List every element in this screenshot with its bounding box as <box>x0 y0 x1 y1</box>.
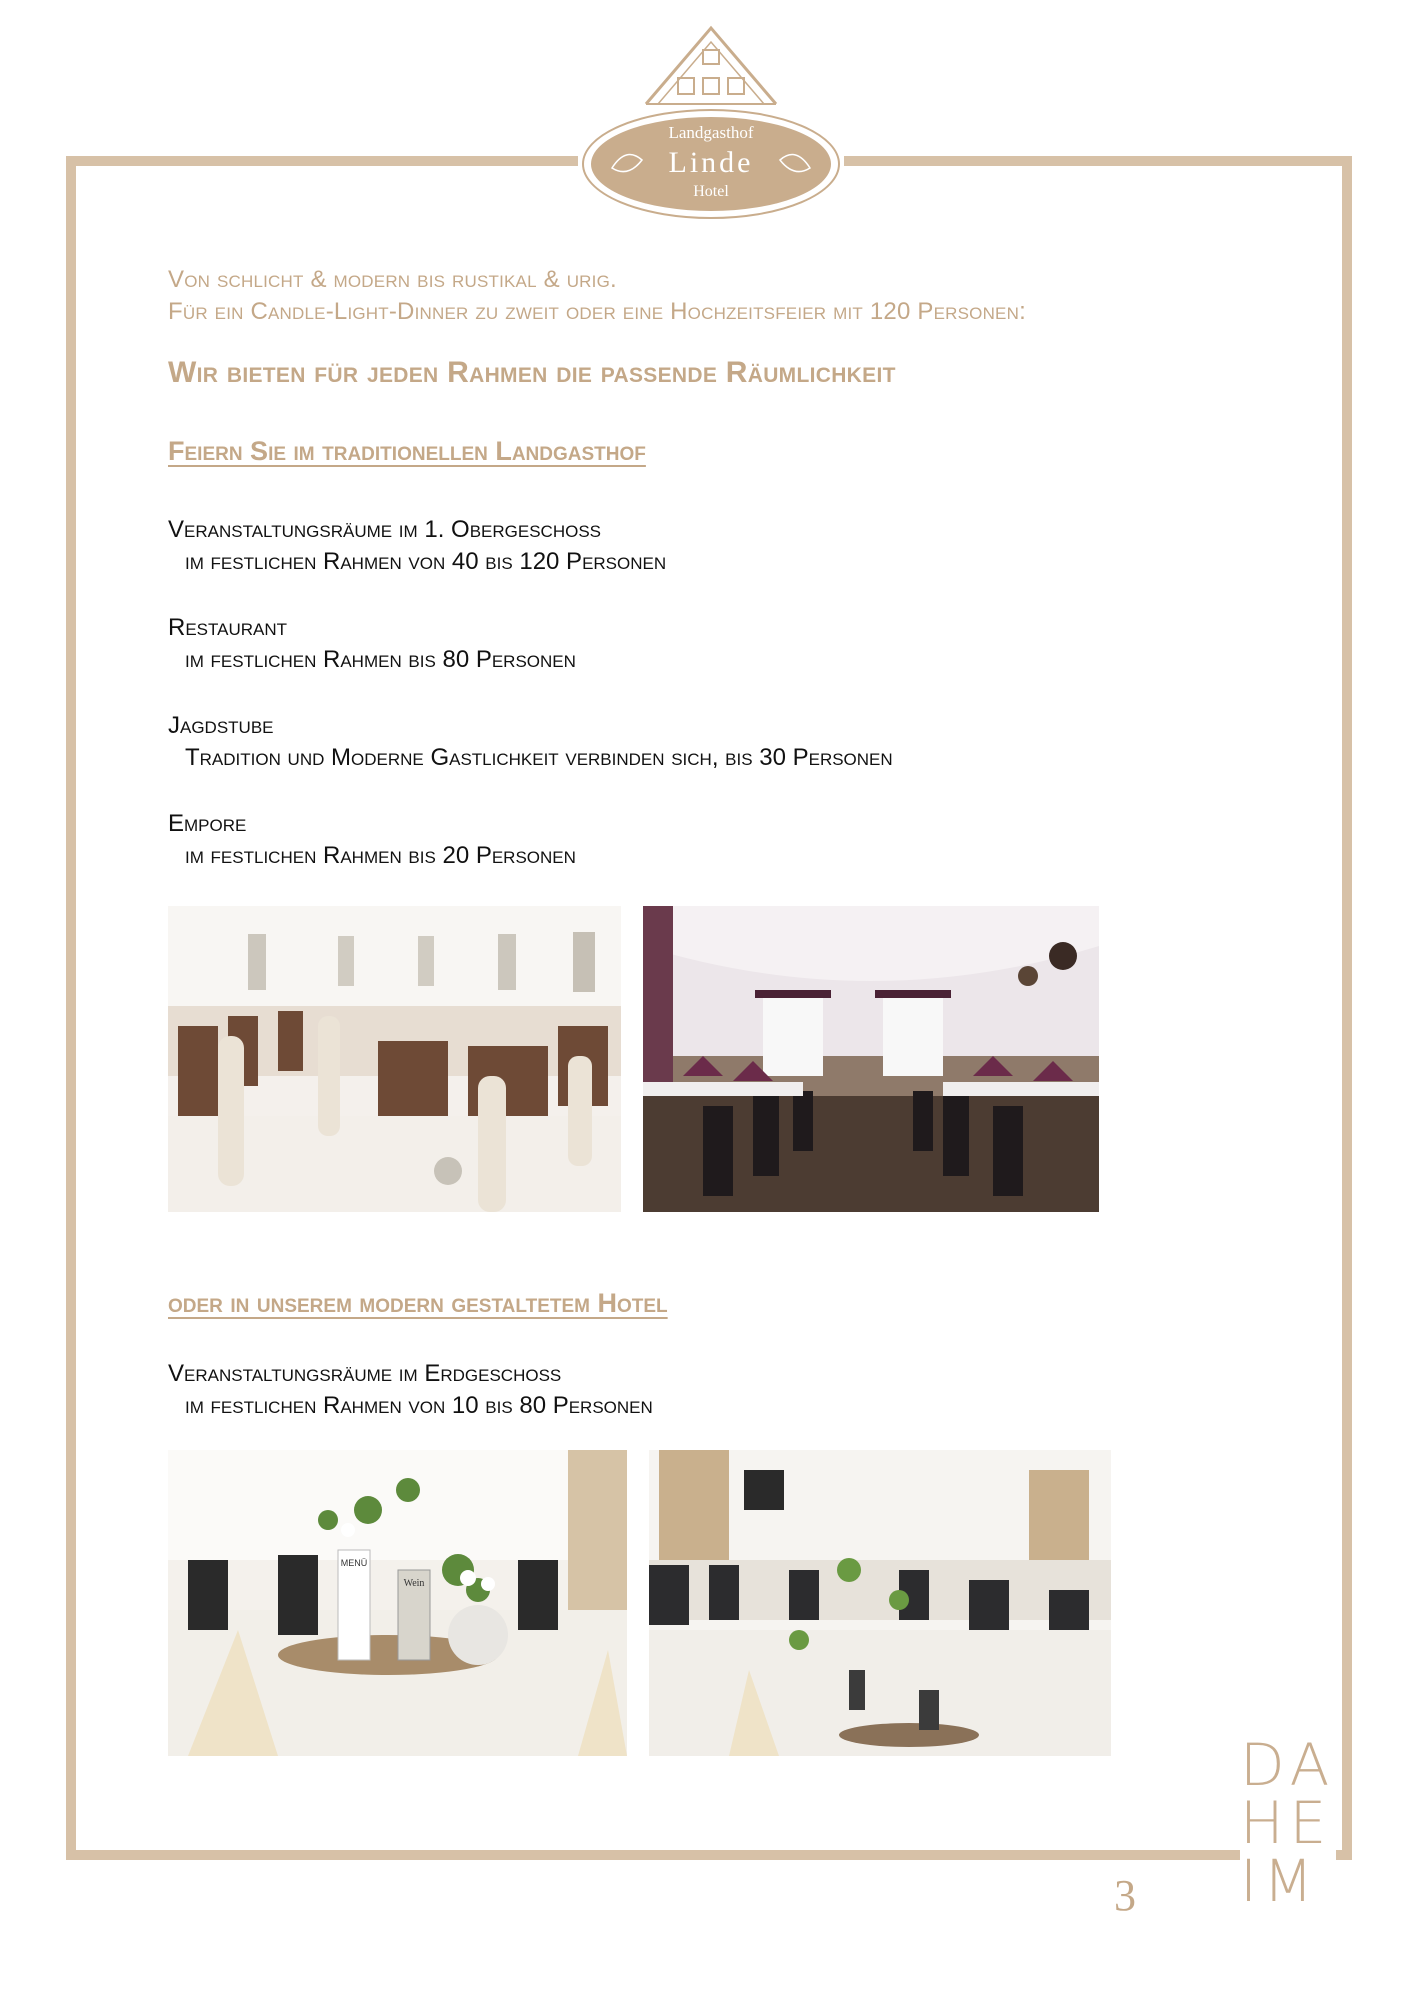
intro-line-2: Für ein Candle-Light-Dinner zu zweit oder eine Hochzeitsfeier mit 120 Personen: <box>168 298 1026 325</box>
room-entry <box>168 612 576 676</box>
daheim-line-3: IM <box>1240 1847 1320 1915</box>
photo-banquet-hall <box>168 906 621 1212</box>
section-title-landgasthof: Feiern Sie im traditionellen Landgasthof <box>168 436 646 466</box>
room-description: im festlichen Rahmen bis 80 Personen <box>185 646 576 673</box>
room-name: Jagdstube <box>168 712 274 739</box>
photo-modern-hall <box>649 1450 1111 1756</box>
logo-line2: Linde <box>668 146 754 179</box>
menu-card-label: MENÜ <box>340 1558 368 1568</box>
logo-line3: Hotel <box>693 183 729 200</box>
wine-bottle-label: Wein <box>403 1578 425 1589</box>
section-title-hotel: oder in unserem modern gestaltetem Hotel <box>168 1288 668 1318</box>
room-name: Empore <box>168 810 247 837</box>
daheim-line-2: HE <box>1240 1789 1333 1857</box>
room-description: im festlichen Rahmen bis 20 Personen <box>185 842 576 869</box>
daheim-logo <box>1240 1731 1336 1992</box>
daheim-line-1: DA <box>1240 1731 1336 1799</box>
room-name: Veranstaltungsräume im Erdgeschoss <box>168 1360 562 1387</box>
main-heading: Wir bieten für jeden Rahmen die passende Räumlichkeit <box>168 356 896 389</box>
hotel-logo <box>578 22 844 222</box>
room-description: Tradition und Moderne Gastlichkeit verbinden sich, bis 30 Personen <box>185 744 893 771</box>
room-entry <box>168 808 576 872</box>
room-description: im festlichen Rahmen von 10 bis 80 Personen <box>185 1392 653 1419</box>
room-entry <box>168 710 893 774</box>
photo-jagdstube <box>643 906 1099 1212</box>
room-entry <box>168 514 666 578</box>
intro-text <box>168 264 1026 328</box>
photo-table-decoration <box>168 1450 627 1756</box>
logo-line1: Landgasthof <box>668 123 754 142</box>
room-name: Veranstaltungsräume im 1. Obergeschoss <box>168 516 602 543</box>
page-number: 3 <box>1114 1871 1136 1920</box>
room-entry <box>168 1358 653 1422</box>
room-description: im festlichen Rahmen von 40 bis 120 Personen <box>185 548 667 575</box>
room-name: Restaurant <box>168 614 288 641</box>
intro-line-1: Von schlicht & modern bis rustikal & urig. <box>168 266 617 293</box>
